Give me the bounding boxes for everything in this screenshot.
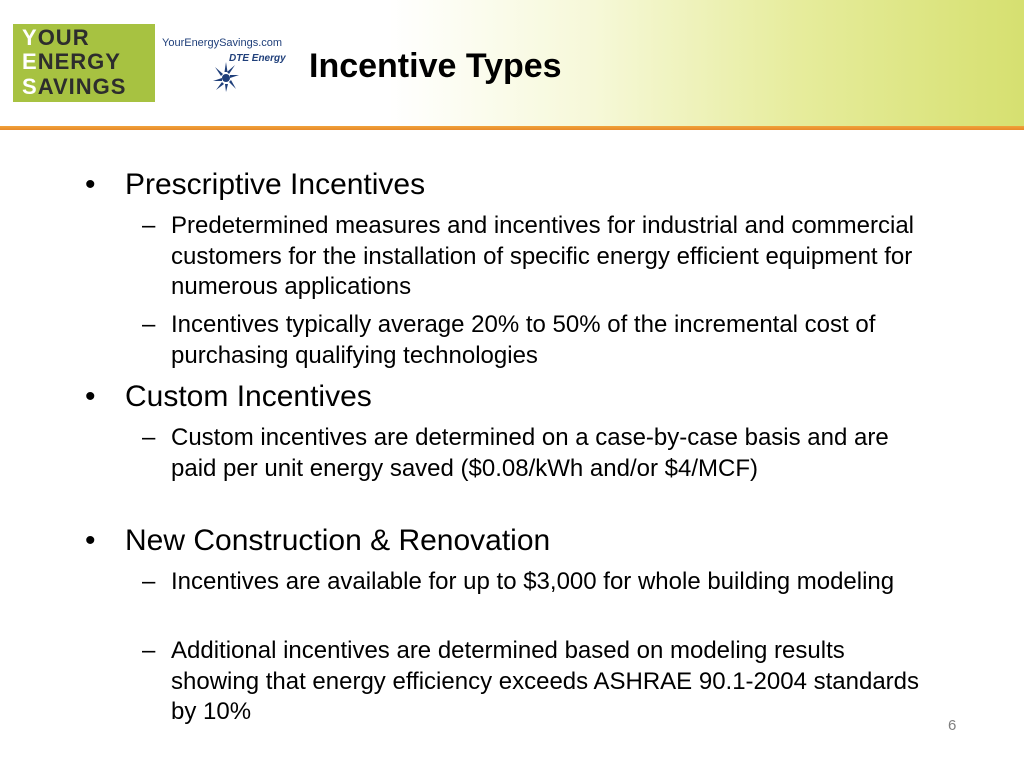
sub-bullet-text: Incentives are available for up to $3,000 for whole building modeling <box>171 568 895 595</box>
dte-energy-logo-icon <box>210 61 240 93</box>
dte-energy-brand: DTE Energy <box>229 53 286 64</box>
slide-title: Incentive Types <box>309 47 562 85</box>
sub-bullet-marker: – <box>142 637 156 664</box>
bullet-text: Custom Incentives <box>125 380 372 413</box>
bullet-marker: • <box>85 380 96 413</box>
sub-bullet-text: Predetermined measures and incentives for industrial and commercial customers for the installation of specific energy efficient equipment for numerous applications <box>171 212 915 300</box>
sub-bullet-text: Incentives typically average 20% to 50% of the incremental cost of purchasing qualifying technologies <box>171 311 876 369</box>
sub-bullet-marker: – <box>142 424 156 451</box>
bullet-text: New Construction & Renovation <box>125 524 551 557</box>
sub-bullet-marker: – <box>142 568 156 595</box>
site-url-text: YourEnergySavings.com <box>162 37 283 49</box>
bullet-marker: • <box>85 168 96 201</box>
logo-line-1: YOUR <box>22 25 90 50</box>
logo-line-2: ENERGY <box>22 49 121 74</box>
header-divider <box>0 126 1024 130</box>
slide-header <box>0 0 1024 127</box>
sub-bullet-text: Custom incentives are determined on a case-by-case basis and are paid per unit energy saved ($0.08/kWh and/or $4/MCF) <box>171 424 889 482</box>
logo-line-3: SAVINGS <box>22 74 127 99</box>
bullet-text: Prescriptive Incentives <box>125 168 426 201</box>
your-energy-savings-logo <box>13 24 155 102</box>
slide-number: 6 <box>948 717 957 734</box>
sub-bullet-text: Additional incentives are determined based on modeling results showing that energy efficiency exceeds ASHRAE 90.1-2004 standards by 10% <box>171 637 920 725</box>
sub-bullet-marker: – <box>142 212 156 239</box>
bullet-marker: • <box>85 524 96 557</box>
sub-bullet-marker: – <box>142 311 156 338</box>
